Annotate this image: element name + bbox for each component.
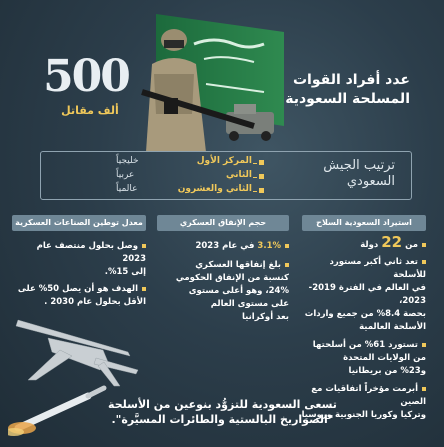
bullet-icon: [285, 244, 289, 248]
text-line: و23% من بريطانيا: [348, 366, 426, 376]
bullet-icon: [259, 160, 264, 165]
spending-percent: 3.1%: [257, 241, 281, 251]
ranking-row-arab: [116, 170, 266, 184]
ranking-label: الثاني والعشرون: [177, 184, 252, 194]
text-line: وصل بحلول منتصف عام 2023: [36, 241, 146, 264]
text-line: [300, 256, 426, 282]
imports-rank-para: [300, 256, 426, 334]
imports-countries: [300, 233, 426, 252]
soldier-count-number: 500: [43, 51, 129, 102]
ranking-title-line-2: السعودي: [346, 174, 395, 190]
footer-line-1: تسعى السعودية للتزوُّد بنوعين من الأسلحة: [108, 398, 337, 411]
imports-sources-para: [300, 339, 426, 378]
page-title-line-1: عدد أفراد القوات: [292, 72, 410, 88]
spending-2023: [157, 240, 289, 253]
text-line: 24%، وهو أعلى مستوى: [188, 286, 289, 296]
text-line: [12, 283, 146, 296]
spending-year-text: في عام 2023: [195, 241, 255, 251]
ranking-value: خليجياً: [116, 156, 139, 166]
bullet-icon: [142, 244, 146, 248]
connector-line: [253, 163, 257, 164]
localization-header: معدل توطين الصناعات العسكرية: [12, 215, 146, 231]
text-line: في العالم في الفترة 2019-2023،: [308, 283, 426, 306]
bullet-icon: [285, 263, 289, 267]
ranking-row-world: [116, 184, 266, 198]
imports-column: [300, 233, 426, 422]
imports-countries-post: دولة: [360, 240, 379, 250]
spending-column: [157, 240, 289, 324]
ranking-label: المركز الأول: [196, 156, 252, 166]
text-line: بحصة 8.4% من جميع واردات: [304, 309, 426, 319]
text-line: الأقل بحلول عام 2030 .: [44, 297, 146, 307]
text-line: [12, 240, 146, 266]
imports-countries-number: 22: [381, 233, 403, 251]
imports-header: استيراد السعودية السلاح: [302, 215, 426, 231]
bullet-icon: [422, 260, 426, 264]
bullet-icon: [422, 243, 426, 247]
text-line: بعد أوكرانيا: [241, 312, 289, 322]
ranking-row-gulf: [116, 156, 266, 170]
soldier-count-unit: ألف مقاتل: [61, 104, 119, 117]
ranking-box: [40, 151, 412, 200]
text-line: وتركيا وكوريا الجنوبية وروسيا: [301, 410, 426, 420]
text-line: تعد ثاني أكبر مستورد للأسلحة: [329, 257, 426, 280]
spending-header: حجم الإنفاق العسكري: [157, 215, 289, 231]
bullet-icon: [259, 188, 264, 193]
text-line: [300, 339, 426, 352]
imports-countries-pre: من: [405, 240, 418, 250]
ranking-value: عالمياً: [116, 184, 138, 194]
text-line: [157, 259, 289, 272]
page-title-line-2: المسلحة السعودية: [285, 91, 410, 107]
text-line: الهدف هو أن يصل 50% على: [17, 284, 138, 294]
footer-text: [70, 398, 375, 428]
bullet-icon: [259, 174, 264, 179]
spending-share-para: [157, 259, 289, 324]
ranking-label: الثاني: [225, 170, 252, 180]
ranking-title: [275, 158, 395, 191]
text-line: كنسبة من الإنفاق الحكومي: [175, 273, 289, 283]
connector-line: [253, 191, 257, 192]
text-line: تستورد 61% من أسلحتها: [312, 340, 418, 350]
bullet-icon: [142, 287, 146, 291]
localization-2023-para: [12, 240, 146, 279]
connector-line: [253, 177, 257, 178]
text-line: بلغ إنفاقها العسكري: [195, 260, 281, 270]
text-line: من الولايات المتحدة: [343, 353, 426, 363]
text-line: الأسلحة العالمية: [359, 322, 426, 332]
localization-column: [12, 240, 146, 309]
text-line: على مستوى العالم: [210, 299, 289, 309]
ranking-title-line-1: ترتيب الجيش: [323, 158, 395, 173]
footer-line-2: "الصواريخ البالستية والطائرات المسيَّرة".: [111, 412, 334, 426]
bullet-icon: [422, 387, 426, 391]
bullet-icon: [422, 343, 426, 347]
ranking-value: عربياً: [116, 170, 135, 180]
text-line: إلى 15%.: [104, 267, 146, 277]
text-line: أبرمت مؤخراً اتفاقيات مع الصين: [311, 384, 426, 407]
